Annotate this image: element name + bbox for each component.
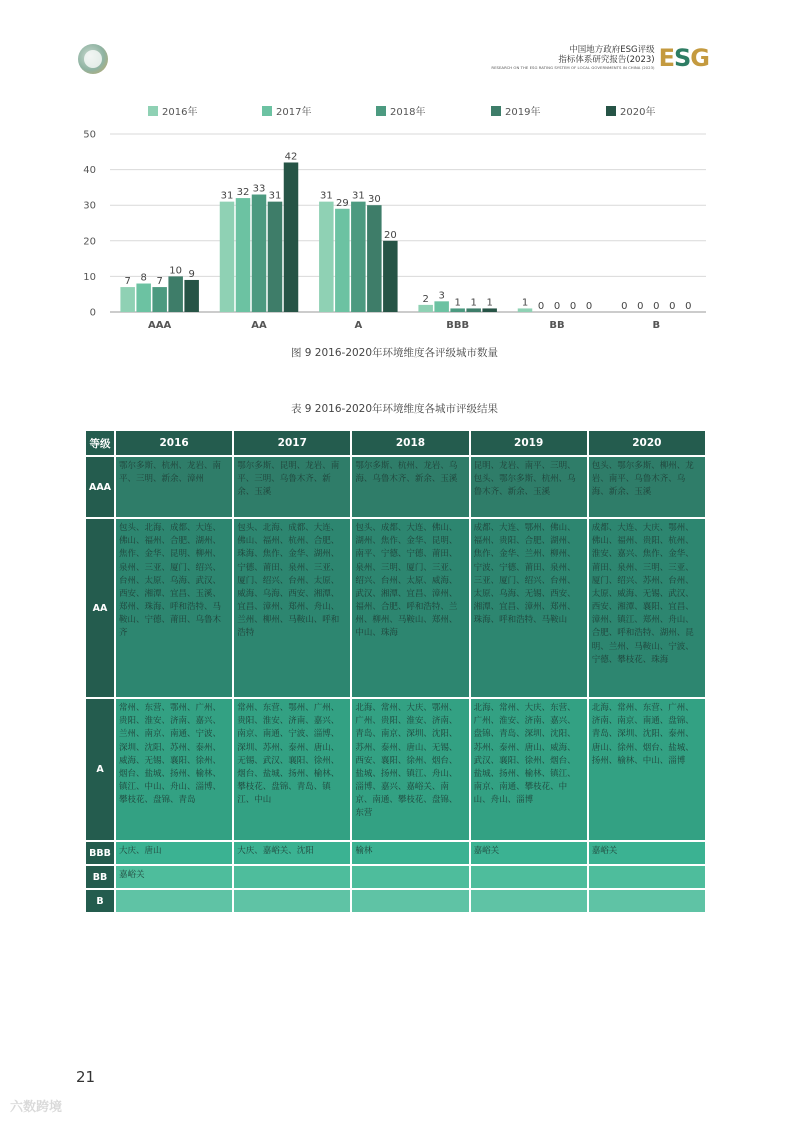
bar-chart [0,96,789,336]
watermark: 六数跨境 [10,1100,63,1115]
bar [120,287,134,312]
bar-value-label: 8 [140,272,147,284]
bar-value-label: 1 [521,297,529,309]
table-row [85,841,706,865]
bar-value-label: 3 [438,290,445,302]
bar [284,162,299,312]
bar [351,202,366,312]
report-header [491,44,709,74]
table-header-row [85,430,706,456]
bar [450,308,465,312]
city-list-cell: 大庆、唐山 [115,841,233,865]
city-list-cell: 包头、成都、大连、佛山、湖州、焦作、金华、昆明、南平、宁德、宁德、莆田、泉州、三明、厦门、三亚、绍兴、台州、太原、威海、武汉、湘潭、宜昌、漳州、福州、合肥、呼和浩特、兰州、柳州、马鞍山、郑州、中山、珠海 [351,518,469,698]
report-logo-icon [78,44,108,74]
y-tick-label: 20 [83,236,96,248]
bar [184,280,199,312]
city-list-cell [233,865,351,889]
grade-cell: BB [85,865,115,889]
bar-value-label: 0 [585,301,593,312]
bar [220,202,235,312]
bar-value-label: 0 [685,301,692,312]
bar-value-label: 33 [252,183,266,195]
city-list-cell: 常州、东营、鄂州、广州、贵阳、淮安、济南、嘉兴、南京、南通、宁波、淄博、深圳、苏州、泰州、唐山、无锡、武汉、襄阳、徐州、烟台、盐城、扬州、榆林、攀枝花、盘锦、青岛、镇江、中山 [233,698,351,841]
legend-label: 2019年 [505,107,541,118]
bar-value-label: 29 [335,197,349,209]
bar [252,195,267,312]
city-list-cell: 成都、大连、大庆、鄂州、佛山、福州、贵阳、杭州、淮安、嘉兴、焦作、金华、莆田、泉州、三明、三亚、厦门、绍兴、苏州、台州、太原、威海、无锡、武汉、西安、湘潭、襄阳、宜昌、漳州、镇江、郑州、舟山、合肥、呼和浩特、湖州、昆明、兰州、马鞍山、宁波、宁德、攀枝花、珠海 [588,518,706,698]
legend-label: 2018年 [390,107,426,118]
city-list-cell: 包头、鄂尔多斯、柳州、龙岩、南平、乌鲁木齐、乌海、新余、玉溪 [588,456,706,518]
city-list-cell: 大庆、嘉峪关、沈阳 [233,841,351,865]
city-list-cell [351,865,469,889]
table-row [85,889,706,913]
table-row [85,456,706,518]
rating-table [84,429,707,914]
grade-cell: AAA [85,456,115,518]
city-list-cell: 昆明、龙岩、南平、三明、包头、鄂尔多斯、杭州、乌鲁木齐、新余、玉溪 [470,456,588,518]
header-subtitle: RESEARCH ON THE ESG RATING SYSTEM OF LOCAL GOVERNMENTS IN CHINA (2023) [491,64,655,70]
bar [136,284,151,312]
grade-cell: B [85,889,115,913]
bar-value-label: 0 [669,301,676,312]
bar-value-label: 1 [470,297,477,309]
bar-value-label: 1 [454,297,461,309]
table-row [85,698,706,841]
bar-value-label: 0 [621,301,628,312]
bar [152,287,167,312]
city-list-cell: 包头、北海、成都、大连、佛山、福州、合肥、湖州、焦作、金华、昆明、柳州、泉州、三亚、厦门、绍兴、台州、太原、乌海、武汉、西安、湘潭、宜昌、玉溪、郑州、珠海、呼和浩特、马鞍山、宁德、莆田、乌鲁木齐 [115,518,233,698]
city-list-cell: 鄂尔多斯、杭州、龙岩、南平、三明、新余、漳州 [115,456,233,518]
city-list-cell: 包头、北海、成都、大连、佛山、福州、杭州、合肥、珠海、焦作、金华、湖州、宁德、莆田、泉州、三亚、厦门、绍兴、台州、太原、威海、乌海、西安、湘潭、宜昌、漳州、郑州、舟山、兰州、柳州、马鞍山、呼和浩特 [233,518,351,698]
table-caption: 表 9 2016-2020年环境维度各城市评级结果 [290,403,499,415]
city-list-cell: 成都、大连、鄂州、佛山、福州、贵阳、合肥、湖州、焦作、金华、兰州、柳州、宁波、宁德、莆田、泉州、三亚、厦门、绍兴、台州、太原、乌海、无锡、西安、湘潭、宜昌、漳州、郑州、珠海、呼和浩特、马鞍山 [470,518,588,698]
header-year: 2020 [588,430,706,456]
header-year: 2017 [233,430,351,456]
legend-swatch [376,106,386,116]
bar-value-label: 0 [653,301,660,312]
grade-cell: AA [85,518,115,698]
table-row [85,865,706,889]
x-category-label: BBB [446,320,470,331]
bar [383,241,398,312]
city-list-cell [588,889,706,913]
city-list-cell [470,865,588,889]
bar-value-label: 31 [319,190,333,202]
bar-value-label: 30 [367,194,381,206]
bar [335,209,350,312]
bar-value-label: 9 [188,268,195,280]
bar [518,308,533,312]
city-list-cell: 嘉峪关 [115,865,233,889]
legend-label: 2020年 [620,107,656,118]
y-tick-label: 10 [83,271,96,283]
bar-value-label: 32 [236,187,250,199]
esg-logo-icon: ESG [658,44,709,72]
legend-swatch [148,106,158,116]
bar [319,202,334,312]
header-text [491,44,654,70]
city-list-cell [351,889,469,913]
city-list-cell: 北海、常州、东营、广州、济南、南京、南通、盘锦、青岛、深圳、沈阳、泰州、唐山、徐州、烟台、盐城、扬州、榆林、中山、淄博 [588,698,706,841]
city-list-cell: 北海、常州、大庆、东营、广州、淮安、济南、嘉兴、盘锦、青岛、深圳、沈阳、苏州、泰州、唐山、威海、武汉、襄阳、徐州、烟台、盐城、扬州、榆林、镇江、南京、南通、攀枝花、中山、舟山、淄博 [470,698,588,841]
city-list-cell: 榆林 [351,841,469,865]
page-number: 21 [76,1068,96,1086]
grade-cell: BBB [85,841,115,865]
bar [168,276,183,312]
header-year: 2016 [115,430,233,456]
header-title-line1: 中国地方政府ESG评级 [569,45,655,55]
header-year: 2018 [351,430,469,456]
city-list-cell: 嘉峪关 [470,841,588,865]
y-tick-label: 0 [89,307,96,319]
grade-cell: A [85,698,115,841]
bar [268,202,283,312]
bar-value-label: 20 [383,229,397,241]
city-list-cell [588,865,706,889]
bar [418,305,433,312]
y-tick-label: 40 [83,165,96,177]
x-category-label: A [354,320,363,331]
city-list-cell: 常州、东营、鄂州、广州、贵阳、淮安、济南、嘉兴、兰州、南京、南通、宁波、深圳、沈阳、苏州、泰州、威海、无锡、襄阳、徐州、烟台、盐城、扬州、榆林、镇江、中山、舟山、淄博、攀枝花、盘锦、青岛 [115,698,233,841]
bar-value-label: 10 [169,265,183,277]
bar-value-label: 0 [553,301,561,312]
x-category-label: AA [251,320,267,331]
y-tick-label: 50 [83,129,96,141]
city-list-cell: 鄂尔多斯、昆明、龙岩、南平、三明、乌鲁木齐、新余、玉溪 [233,456,351,518]
city-list-cell: 北海、常州、大庆、鄂州、广州、贵阳、淮安、济南、青岛、南京、深圳、沈阳、苏州、泰州、唐山、无锡、西安、襄阳、徐州、烟台、盐城、扬州、镇江、舟山、淄博、嘉兴、嘉峪关、南京、南通、攀枝花、盘锦、东营 [351,698,469,841]
legend-swatch [606,106,616,116]
bar [236,198,251,312]
bar [367,205,382,312]
legend-swatch [491,106,501,116]
x-category-label: B [652,320,661,331]
bar-value-label: 0 [537,301,545,312]
legend-label: 2017年 [276,107,312,118]
bar-value-label: 7 [156,276,163,288]
city-list-cell [470,889,588,913]
bar-value-label: 7 [124,276,131,288]
bar-value-label: 31 [351,190,365,202]
bar [466,308,481,312]
header-year: 2019 [470,430,588,456]
bar-value-label: 42 [284,151,298,163]
x-category-label: AAA [148,320,172,331]
bar [482,308,497,312]
city-list-cell [233,889,351,913]
city-list-cell: 嘉峪关 [588,841,706,865]
x-category-label: BB [549,320,565,331]
legend-label: 2016年 [162,107,198,118]
city-list-cell [115,889,233,913]
bar-value-label: 2 [422,293,429,305]
bar [434,301,449,312]
bar-value-label: 0 [569,301,577,312]
table-row [85,518,706,698]
bar-value-label: 31 [220,190,234,202]
city-list-cell: 鄂尔多斯、杭州、龙岩、乌海、乌鲁木齐、新余、玉溪 [351,456,469,518]
bar-value-label: 0 [637,301,644,312]
y-tick-label: 30 [83,200,96,212]
figure-caption: 图 9 2016-2020年环境维度各评级城市数量 [290,347,499,359]
legend-swatch [262,106,272,116]
header-grade: 等级 [85,430,115,456]
bar-value-label: 31 [268,190,282,202]
header-title-line2: 指标体系研究报告(2023) [558,54,655,65]
bar-value-label: 1 [486,297,493,309]
